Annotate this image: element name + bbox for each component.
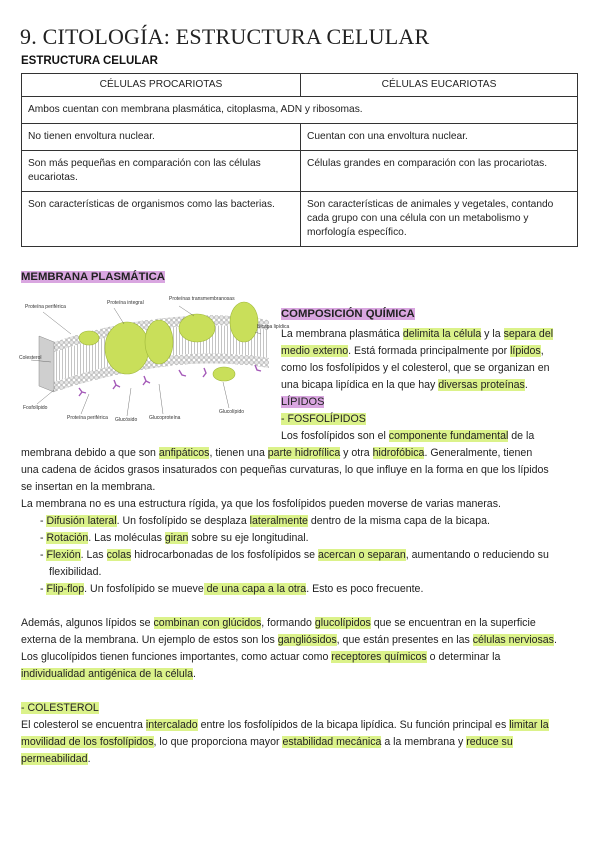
paragraph-line: una bicapa lipídica en la que hay diversas proteínas. [281,379,528,391]
list-item: - Flip-flop. Un fosfolípido se mueve de una capa a la otra. Esto es poco frecuente. [40,583,424,595]
section-subtitle: ESTRUCTURA CELULAR [21,55,158,67]
figure-label: Proteínas transmembranosas [169,296,235,302]
paragraph-line: permeabilidad. [21,753,91,765]
figure-label: Proteína periférica [67,415,108,421]
table-row [22,124,578,151]
table-row [22,97,578,124]
list-item: - Difusión lateral. Un fosfolípido se desplaza lateralmente dentro de la misma capa de la bicapa. [40,515,490,527]
figure-label: Proteína integral [107,300,144,306]
figure-label: Bicapa lipídica [257,324,290,330]
membrane-diagram [19,290,290,423]
paragraph-line: La membrana plasmática delimita la célula y la separa del [281,328,554,340]
paragraph-line: movilidad de los fosfolípidos, lo que proporciona mayor estabilidad mecánica a la membrana y reduce su [21,736,513,748]
paragraph-line: como los fosfolípidos y el colesterol, que se organizan en [281,362,550,374]
table-header: CÉLULAS EUCARIOTAS [301,74,578,97]
paragraph-line: membrana debido a que son anfipáticos, tienen una parte hidrofílica y otra hidrofóbica. Generalmente, tienen [21,447,533,459]
paragraph-line: Los fosfolípidos son el componente fundamental de la [281,430,535,442]
page-title: 9. CITOLOGÍA: ESTRUCTURA CELULAR [20,24,430,49]
figure-label: Glucoproteína [149,415,181,421]
figure-label: Proteína periférica [25,304,66,310]
paragraph-line: individualidad antigénica de la célula. [21,668,196,680]
paragraph-line: Los glucolípidos tienen funciones importantes, como actuar como receptores químicos o determinar la [21,651,501,663]
table-cell: Son más pequeñas en comparación con las células eucariotas. [22,151,301,192]
table-row [22,151,578,192]
paragraph-line: El colesterol se encuentra intercalado entre los fosfolípidos de la bicapa lipídica. Su función principal es limitar la [21,719,549,731]
paragraph-line: medio externo. Está formada principalmente por lípidos, [281,345,544,357]
paragraph-line: La membrana no es una estructura rígida, ya que los fosfolípidos pueden moverse de varias maneras. [21,498,501,510]
table-row [22,192,578,247]
table-cell: No tienen envoltura nuclear. [22,124,301,151]
table-header: CÉLULAS PROCARIOTAS [22,74,301,97]
colesterol-heading: - COLESTEROL [21,702,99,714]
table-cell: Células grandes en comparación con las procariotas. [301,151,578,192]
table-cell: Cuentan con una envoltura nuclear. [301,124,578,151]
list-item: - Flexión. Las colas hidrocarbonadas de los fosfolípidos se acercan o separan, aumentando o reduciendo su [40,549,549,561]
paragraph-line: una cadena de ácidos grasos insaturados con pequeñas curvaturas, lo que influye en la forma en que los lípidos [21,464,549,476]
table-cell: Ambos cuentan con membrana plasmática, citoplasma, ADN y ribosomas. [22,97,578,124]
list-item: - Rotación. Las moléculas giran sobre su eje longitudinal. [40,532,309,544]
figure-label: Glucolípido [219,409,245,415]
paragraph-line: externa de la membrana. Un ejemplo de estos son los gangliósidos, que están presentes en las células nerviosas. [21,634,557,646]
membrana-heading: MEMBRANA PLASMÁTICA [21,271,165,283]
composicion-heading: COMPOSICIÓN QUÍMICA [281,308,415,320]
table-cell: Son características de organismos como las bacterias. [22,192,301,247]
fosfolipidos-heading: - FOSFOLÍPIDOS [281,413,366,425]
comparison-table [21,73,578,247]
figure-label: Fosfolípido [23,405,48,411]
table-cell: Son características de animales y vegetales, contando cada grupo con una célula con un metabolismo y morfología específico. [301,192,578,247]
figure-label: Glucósido [115,417,138,423]
paragraph-line: se insertan en la membrana. [21,481,156,493]
figure-label: Colesterol [19,355,42,361]
list-item-continuation: flexibilidad. [49,566,102,578]
table-header-row [22,74,578,97]
paragraph-line: Además, algunos lípidos se combinan con glúcidos, formando glucolípidos que se encuentran en la superficie [21,617,536,629]
lipidos-heading: LÍPIDOS [281,396,325,408]
